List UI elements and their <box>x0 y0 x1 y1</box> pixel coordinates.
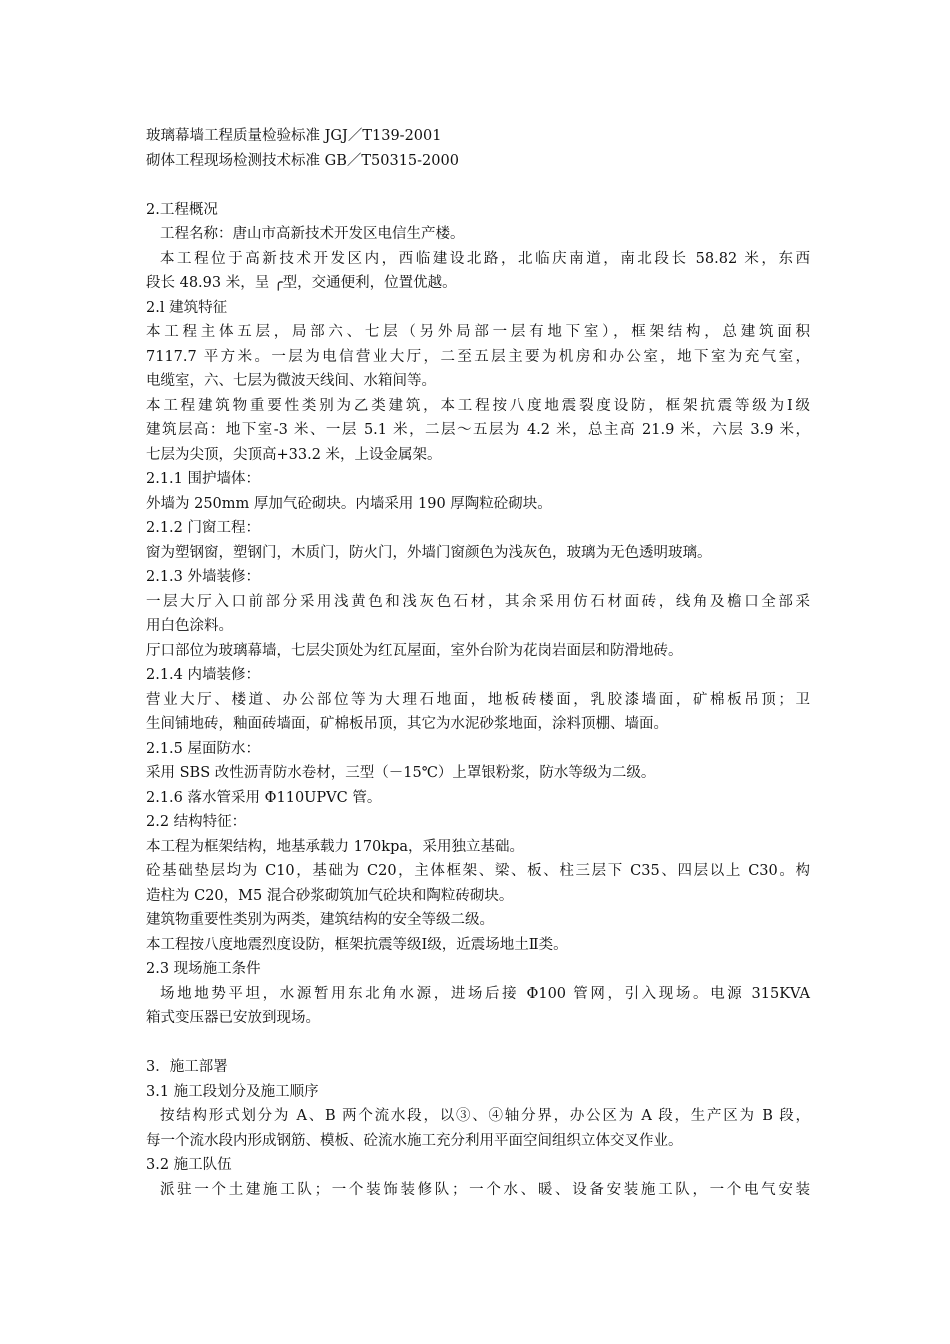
text-line: 箱式变压器已安放到现场。 <box>146 1010 320 1026</box>
text-line: 用白色涂料。 <box>146 618 233 634</box>
subsection-heading: 3.1 施工段划分及施工顺序 <box>146 1083 319 1100</box>
text-line: 7117.7 平方米。一层为电信营业大厅，二至五层主要为机房和办公室，地下室为充气室， <box>146 348 810 365</box>
text-line: 本工程主体五层，局部六、七层（另外局部一层有地下室），框架结构，总建筑面积 <box>146 324 810 340</box>
text-line: 一层大厅入口前部分采用浅黄色和浅灰色石材，其余采用仿石材面砖，线角及檐口全部采 <box>146 593 810 610</box>
text-line: 电缆室，六、七层为微波天线间、水箱间等。 <box>146 373 436 389</box>
subsection-heading: 2.1.4 内墙装修： <box>146 667 261 683</box>
text-line: 段长 48.93 米，呈 ╭型，交通便利，位置优越。 <box>146 275 457 291</box>
subsection-heading: 2.l 建筑特征 <box>146 299 228 316</box>
subsection-heading: 2.1.5 屋面防水： <box>146 740 261 757</box>
subsection-heading: 2.2 结构特征： <box>146 814 247 830</box>
text-line: 工程名称：唐山市高新技术开发区电信生产楼。 <box>160 226 465 242</box>
section-heading: 2.工程概况 <box>146 201 218 218</box>
text-line: 本工程为框架结构，地基承载力 170kpa，采用独立基础。 <box>146 838 524 855</box>
text-line: 按结构形式划分为 A、B 两个流水段，以③、④轴分界，办公区为 A 段，生产区为 B 段， <box>160 1108 810 1124</box>
text-line: 七层为尖顶，尖顶高+33.2 米，上设金属架。 <box>146 446 442 463</box>
text-line: 厅口部位为玻璃幕墙，七层尖顶处为红瓦屋面，室外台阶为花岗岩面层和防滑地砖。 <box>146 642 683 659</box>
text-line: 本工程位于高新技术开发区内，西临建设北路，北临庆南道，南北段长 58.82 米，东西 <box>160 250 810 267</box>
subsection-heading: 2.1.2 门窗工程： <box>146 520 261 536</box>
text-line: 砼基础垫层均为 C10，基础为 C20，主体框架、梁、板、柱三层下 C35、四层以上 C30。构 <box>146 863 810 879</box>
subsection-heading: 2.1.3 外墙装修： <box>146 569 261 585</box>
blank-line <box>146 1031 810 1056</box>
text-line: 场地地势平坦，水源暂用东北角水源，进场后接 Φ100 管网，引入现场。电源 315KVA <box>160 985 810 1002</box>
blank-line <box>146 173 810 198</box>
section-heading: 3．施工部署 <box>146 1059 228 1075</box>
text-line: 外墙为 250mm 厚加气砼砌块。内墙采用 190 厚陶粒砼砌块。 <box>146 495 552 512</box>
text-line: 窗为塑钢窗，塑钢门，木质门，防火门，外墙门窗颜色为浅灰色，玻璃为无色透明玻璃。 <box>146 544 712 561</box>
text-line: 采用 SBS 改性沥青防水卷材，三型（－15℃）上罩银粉浆，防水等级为二级。 <box>146 765 656 781</box>
text-line: 派驻一个土建施工队；一个装饰装修队；一个水、暖、设备安装施工队，一个电气安装 <box>160 1181 810 1198</box>
subsection-heading: 2.1.1 围护墙体： <box>146 471 261 487</box>
text-line: 营业大厅、楼道、办公部位等为大理石地面，地板砖楼面，乳胶漆墙面，矿棉板吊顶；卫 <box>146 691 810 708</box>
text-line: 本工程按八度地震烈度设防，框架抗震等级Ⅰ级，近震场地土Ⅱ类。 <box>146 936 568 953</box>
text-line: 建筑层高：地下室-3 米、一层 5.1 米，二层～五层为 4.2 米，总主高 21.9 米，六层 3.9 米， <box>146 422 810 438</box>
text-line: 玻璃幕墙工程质量检验标准 JGJ／T139-2001 <box>146 128 442 144</box>
text-line: 造柱为 C20，M5 混合砂浆砌筑加气砼块和陶粒砖砌块。 <box>146 887 514 904</box>
text-line: 生间铺地砖，釉面砖墙面，矿棉板吊顶，其它为水泥砂浆地面，涂料顶棚、墙面。 <box>146 716 668 732</box>
document-body <box>146 124 810 1202</box>
text-line: 每一个流水段内形成钢筋、模板、砼流水施工充分利用平面空间组织立体交叉作业。 <box>146 1132 683 1149</box>
text-line: 2.1.6 落水管采用 Φ110UPVC 管。 <box>146 789 382 806</box>
subsection-heading: 2.3 现场施工条件 <box>146 961 261 977</box>
text-line: 砌体工程现场检测技术标准 GB／T50315-2000 <box>146 152 459 169</box>
text-line: 建筑物重要性类别为两类，建筑结构的安全等级二级。 <box>146 912 494 928</box>
text-line: 本工程建筑物重要性类别为乙类建筑，本工程按八度地震裂度设防，框架抗震等级为Ⅰ级 <box>146 397 810 414</box>
subsection-heading: 3.2 施工队伍 <box>146 1157 232 1173</box>
